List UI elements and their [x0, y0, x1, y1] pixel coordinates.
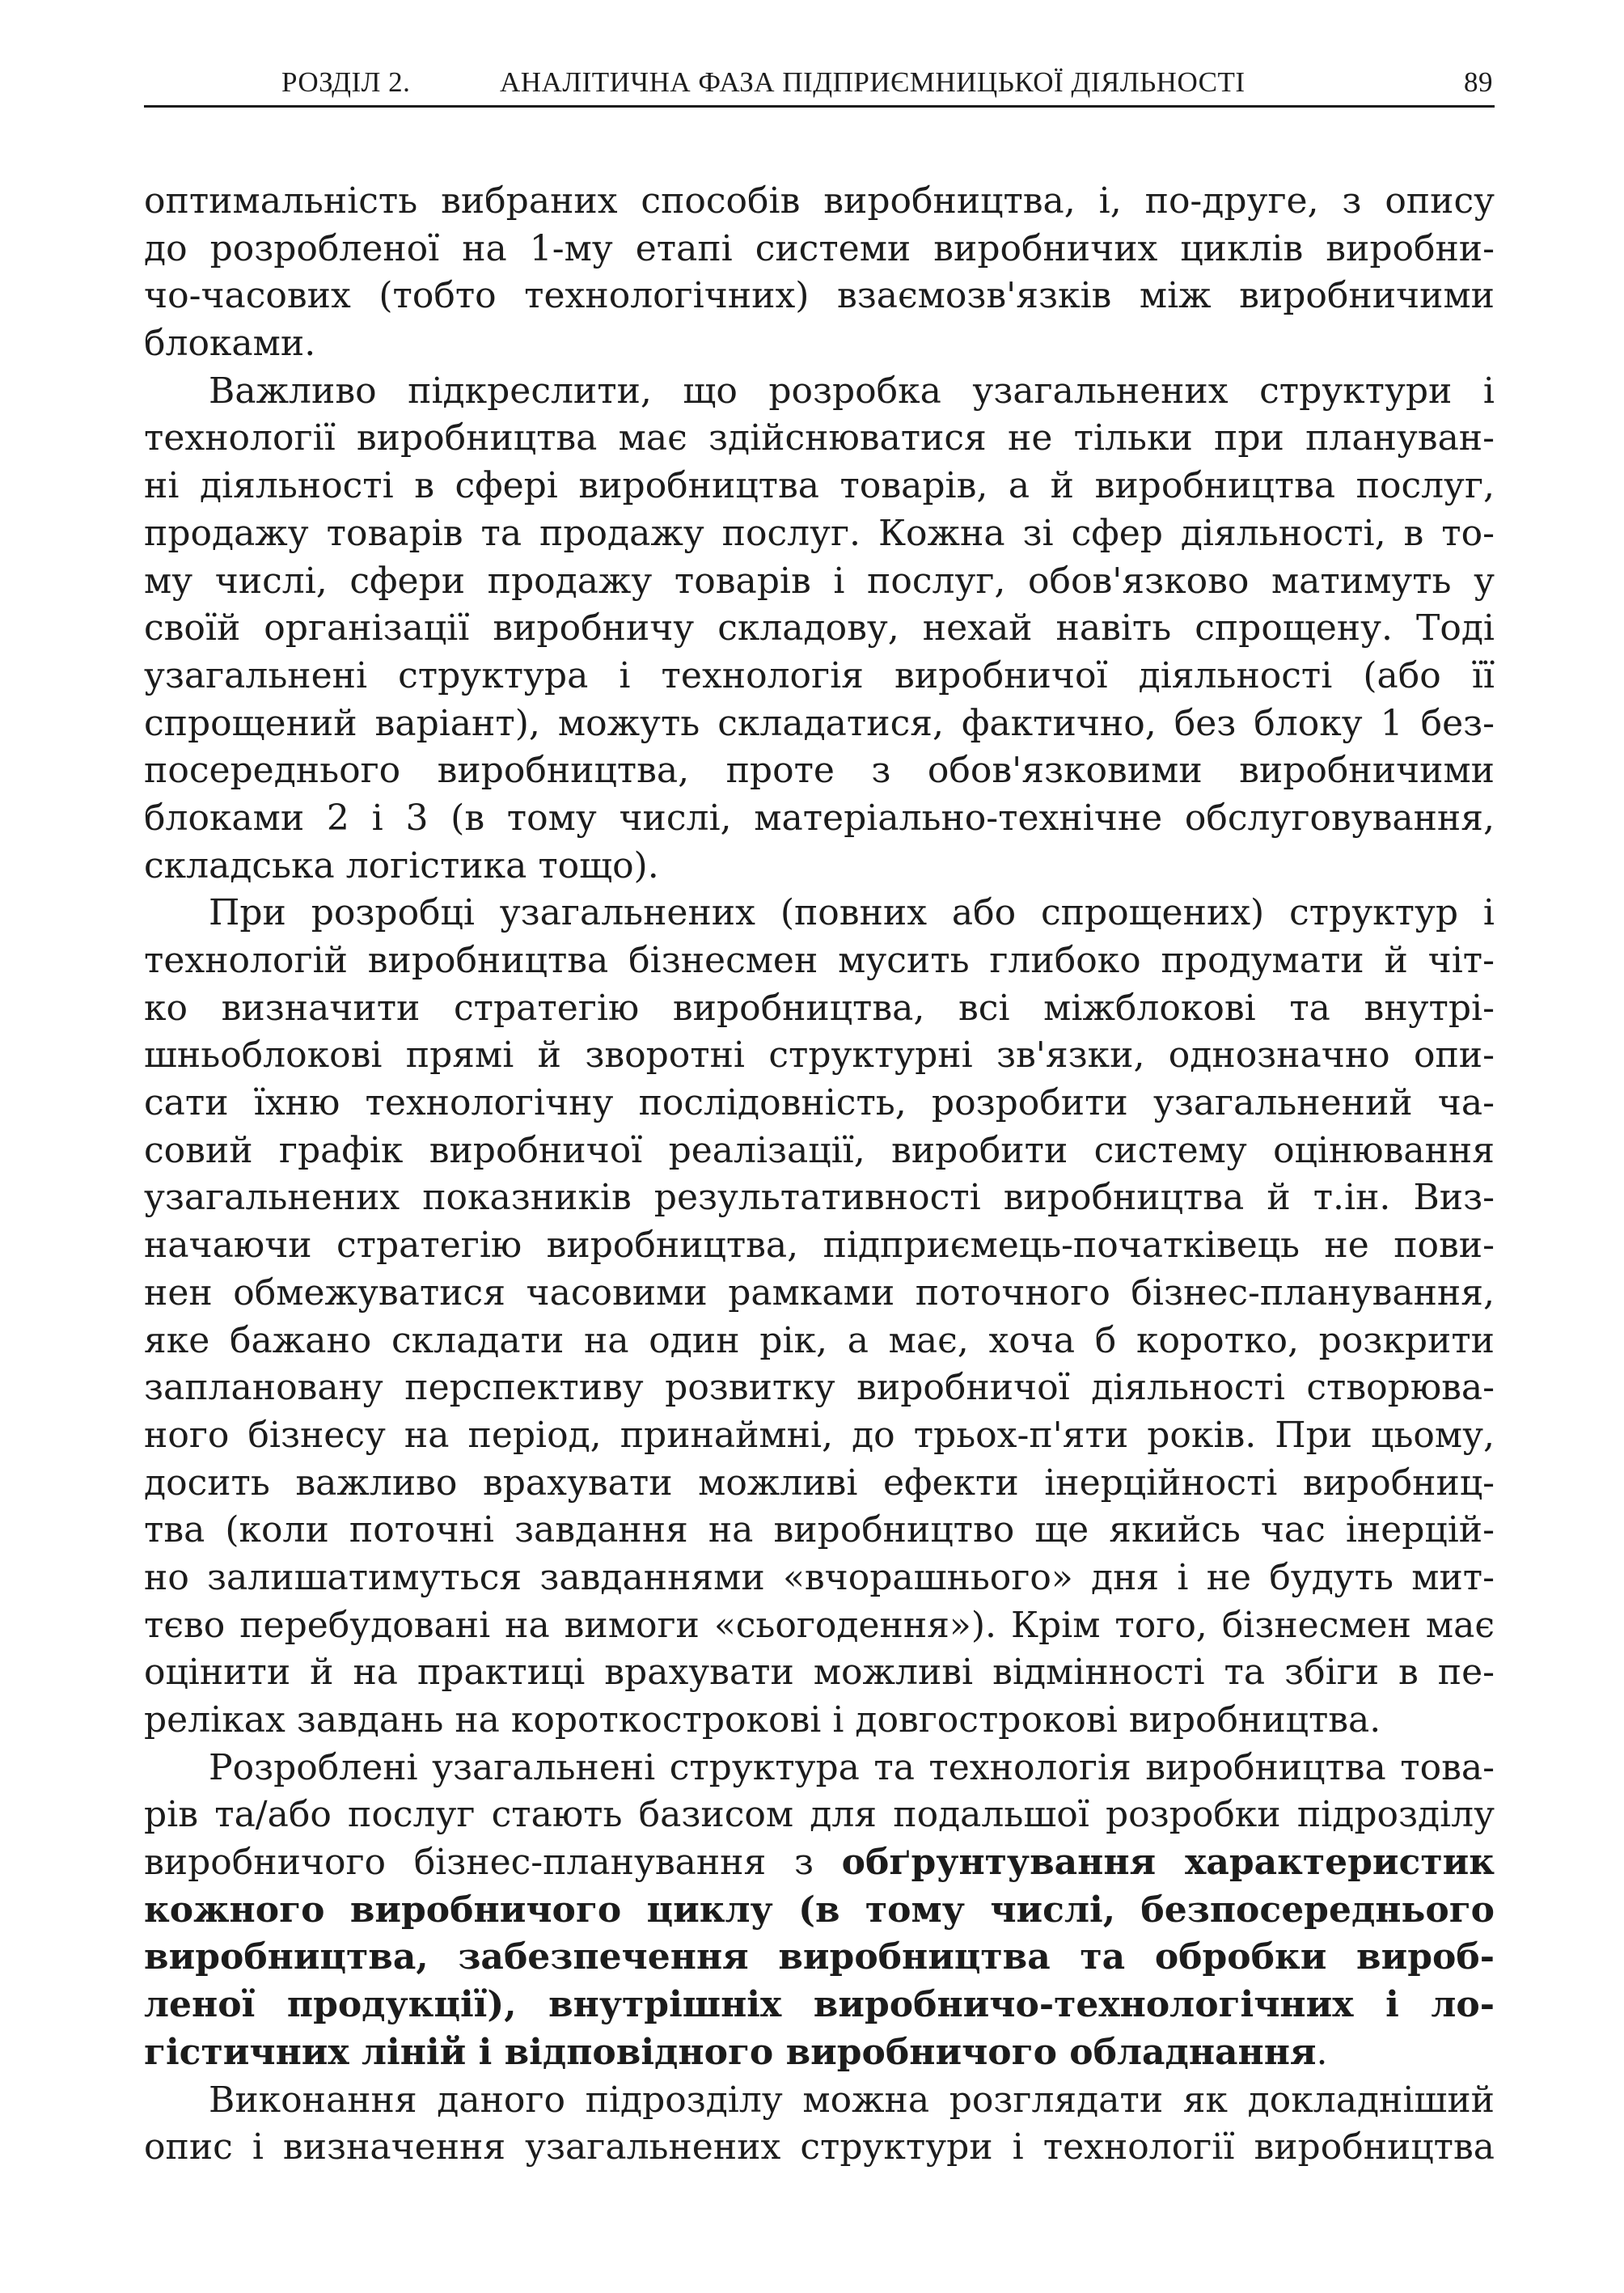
text-line: му числі, сфери продажу товарів і послуг, обов'язково матимуть у — [144, 560, 1495, 602]
text-line: оцінити й на практиці врахувати можливі відмінності та збіги в пе- — [144, 1652, 1495, 1694]
text-line: спрощений варіант), можуть складатися, фактично, без блоку 1 без- — [144, 702, 1495, 744]
emphasis-line: кожного виробничого циклу (в тому числі, безпосереднього — [144, 1889, 1495, 1931]
text-run: . — [1316, 2031, 1328, 2073]
book-page — [144, 57, 1495, 2168]
text-line: нен обмежуватися часовими рамками поточного бізнес-планування, — [144, 1271, 1495, 1314]
page-number: 89 — [1464, 66, 1493, 98]
chapter-title: АНАЛІТИЧНА ФАЗА ПІДПРИЄМНИЦЬКОЇ ДІЯЛЬНОСТІ — [500, 66, 1245, 98]
text-line: совий графік виробничої реалізації, виробити систему оцінювання — [144, 1129, 1495, 1171]
running-header — [144, 57, 1495, 107]
text-line: своїй організації виробничу складову, нехай навіть спрощену. Тоді — [144, 607, 1495, 649]
text-line: но залишатимуться завданнями «вчорашнього» дня і не будуть мит- — [144, 1556, 1495, 1598]
text-line: досить важливо врахувати можливі ефекти інерційності виробниц- — [144, 1462, 1495, 1504]
text-line: сати їхню технологічну послідовність, розробити узагальнений ча- — [144, 1082, 1495, 1124]
text-line: рів та/або послуг стають базисом для подальшої розробки підрозділу — [144, 1794, 1495, 1836]
text-line: оптимальність вибраних способів виробництва, і, по-друге, з опису — [144, 180, 1495, 222]
text-line: яке бажано складати на один рік, а має, хоча б коротко, розкрити — [144, 1319, 1495, 1361]
emphasis-line: леної продукції), внутрішніх виробничо-технологічних і ло- — [144, 1984, 1495, 2026]
emphasis-line: виробництва, забезпечення виробництва та обробки вироб- — [144, 1936, 1495, 1978]
text-line: шньоблокові прямі й зворотні структурні зв'язки, однозначно опи- — [144, 1034, 1495, 1077]
text-line: технології виробництва має здійснюватися не тільки при плануван- — [144, 417, 1495, 459]
text-line-mixed — [144, 1839, 1495, 1887]
emphasis-run: обґрунтування характеристик — [841, 1842, 1495, 1884]
text-line: тєво перебудовані на вимоги «сьогодення»). Крім того, бізнесмен має — [144, 1604, 1495, 1646]
text-line: блоками. — [144, 323, 316, 365]
body-text — [144, 178, 1495, 2172]
text-line: ні діяльності в сфері виробництва товарів, а й виробництва послуг, — [144, 465, 1495, 507]
text-line: При розробці узагальнених (повних або спрощених) структур і — [209, 892, 1495, 934]
text-line: складська логістика тощо). — [144, 844, 659, 886]
text-line: Важливо підкреслити, що розробка узагальнених структури і — [209, 370, 1495, 412]
text-line-mixed — [144, 2029, 1495, 2077]
text-line: продажу товарів та продажу послуг. Кожна зі сфер діяльності, в то- — [144, 512, 1495, 554]
text-run: виробничого бізнес-планування з — [144, 1842, 814, 1884]
text-line: посереднього виробництва, проте з обов'язковими виробничими — [144, 750, 1495, 792]
text-line: до розробленої на 1-му етапі системи виробничих циклів виробни- — [144, 227, 1495, 269]
text-line: заплановану перспективу розвитку виробничої діяльності створюва- — [144, 1367, 1495, 1409]
chapter-label: РОЗДІЛ 2. — [281, 66, 411, 98]
text-line: Виконання даного підрозділу можна розглядати як докладніший — [209, 2079, 1495, 2121]
text-line: опис і визначення узагальнених структури і технології виробництва — [144, 2126, 1495, 2168]
text-line: тва (коли поточні завдання на виробництво ще якийсь час інерцій- — [144, 1509, 1495, 1551]
text-line: блоками 2 і 3 (в тому числі, матеріально-технічне обслуговування, — [144, 797, 1495, 839]
header-rule — [144, 105, 1495, 108]
text-line: узагальнені структура і технологія виробничої діяльності (або її — [144, 654, 1495, 696]
text-line: Розроблені узагальнені структура та технологія виробництва това- — [209, 1746, 1495, 1788]
text-line: начаючи стратегію виробництва, підприємець-початківець не пови- — [144, 1225, 1495, 1267]
text-line: технологій виробництва бізнесмен мусить глибоко продумати й чіт- — [144, 940, 1495, 981]
text-line: ного бізнесу на період, принаймні, до трьох-п'яти років. При цьому, — [144, 1414, 1495, 1456]
text-line: реліках завдань на короткострокові і довгострокові виробництва. — [144, 1699, 1381, 1741]
text-line: узагальнених показників результативності виробництва й т.ін. Виз- — [144, 1177, 1495, 1219]
text-line: чо-часових (тобто технологічних) взаємозв'язків між виробничими — [144, 275, 1495, 317]
emphasis-run: гістичних ліній і відповідного виробничого обладнання — [144, 2031, 1317, 2073]
text-line: ко визначити стратегію виробництва, всі міжблокові та внутрі- — [144, 987, 1495, 1029]
